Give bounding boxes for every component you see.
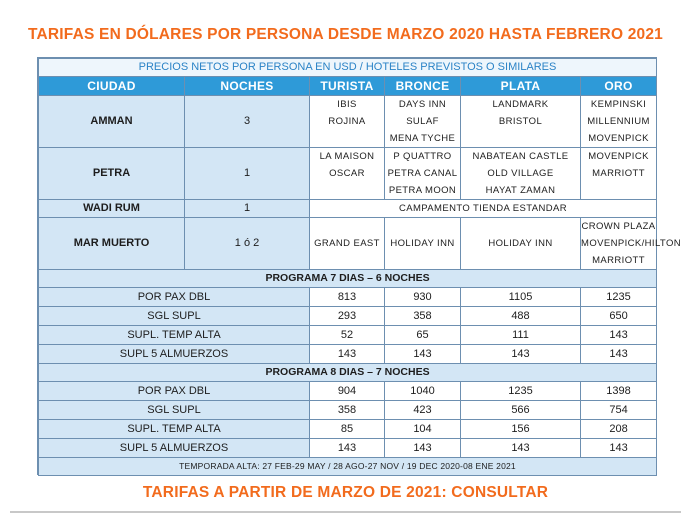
price-turista: 85 [310,420,385,439]
header-oro: ORO [581,77,657,96]
bottom-title: TARIFAS A PARTIR DE MARZO DE 2021: CONSULTAR [142,484,549,501]
hotel-name: HAYAT ZAMAN [485,185,556,196]
price-plata: 111 [461,326,581,345]
price-turista: 358 [310,401,385,420]
city-name: PETRA [39,148,185,200]
program-title: PROGRAMA 8 DIAS – 7 NOCHES [39,364,657,382]
price-label: SGL SUPL [39,401,310,420]
header-noches: NOCHES [185,77,310,96]
price-plata: 1105 [461,288,581,307]
hotel-name: KEMPINSKI [590,99,647,110]
city-name: WADI RUM [39,200,185,218]
hotel-name: SULAF [406,116,439,127]
hotel-name: NABATEAN CASTLE [472,151,569,162]
table-subtitle: PRECIOS NETOS POR PERSONA EN USD / HOTELES PREVISTOS O SIMILARES [39,59,657,77]
hotel-name: IBIS [337,99,357,110]
price-turista: 143 [310,439,385,458]
price-plata: 566 [461,401,581,420]
hotel-name: MARRIOTT [592,168,645,179]
price-label: SUPL 5 ALMUERZOS [39,345,310,364]
price-turista: 813 [310,288,385,307]
bottom-divider [10,511,681,513]
city-row-mar-muerto [39,218,657,270]
hotel-name: P QUATTRO [393,151,452,162]
hotel-name: LANDMARK [492,99,549,110]
hotel-name: MENA TYCHE [389,133,456,144]
price-label: POR PAX DBL [39,288,310,307]
price-label: SUPL. TEMP ALTA [39,420,310,439]
hotel-name: MOVENPICK/HILTON [581,238,682,249]
hotel-name: LA MAISON [319,151,375,162]
city-name: AMMAN [39,96,185,148]
city-nights: 3 [185,96,310,148]
price-turista: 904 [310,382,385,401]
price-bronce: 1040 [385,382,461,401]
hotel-name: PETRA CANAL [387,168,458,179]
price-row [39,345,657,364]
price-oro: 143 [581,439,657,458]
price-row [39,401,657,420]
hotels-oro [581,148,657,200]
city-row-petra [39,148,657,200]
city-row-wadi-rum [39,200,657,218]
price-oro: 143 [581,326,657,345]
price-label: POR PAX DBL [39,382,310,401]
hotels-bronce [385,96,461,148]
price-plata: 143 [461,439,581,458]
hotels-plata [461,148,581,200]
hotel-name: MARRIOTT [592,255,645,266]
hotel-name: DAYS INN [398,99,447,110]
city-nights: 1 [185,200,310,218]
price-plata: 488 [461,307,581,326]
hotel-name: BRISTOL [498,116,543,127]
price-turista: 52 [310,326,385,345]
city-row-amman [39,96,657,148]
hotels-oro [581,96,657,148]
hotels-bronce [385,148,461,200]
price-bronce: 65 [385,326,461,345]
price-row [39,307,657,326]
hotel-name: PETRA MOON [388,185,457,196]
price-row [39,420,657,439]
price-oro: 143 [581,345,657,364]
hotels-turista: GRAND EAST [310,218,385,270]
hotel-name: OLD VILLAGE [487,168,554,179]
hotels-turista [310,96,385,148]
hotels-all-categories: CAMPAMENTO TIENDA ESTANDAR [310,200,657,218]
page-title: TARIFAS EN DÓLARES POR PERSONA DESDE MARZO 2020 HASTA FEBRERO 2021 [27,26,664,43]
price-label: SUPL. TEMP ALTA [39,326,310,345]
price-row [39,439,657,458]
hotel-name: MOVENPICK [588,151,649,162]
hotel-name: MOVENPICK [588,133,649,144]
price-row [39,382,657,401]
hotels-plata [461,96,581,148]
city-nights: 1 [185,148,310,200]
hotels-bronce: HOLIDAY INN [385,218,461,270]
price-row [39,326,657,345]
hotel-name: OSCAR [329,168,365,179]
price-bronce: 930 [385,288,461,307]
header-turista: TURISTA [310,77,385,96]
hotel-name: ROJINA [328,116,366,127]
price-bronce: 143 [385,345,461,364]
price-bronce: 143 [385,439,461,458]
price-plata: 1235 [461,382,581,401]
hotel-name: CROWN PLAZA [581,221,656,232]
price-bronce: 423 [385,401,461,420]
hotel-name: MILLENNIUM [587,116,650,127]
header-ciudad: CIUDAD [39,77,185,96]
header-bronce: BRONCE [385,77,461,96]
price-oro: 1235 [581,288,657,307]
price-row [39,288,657,307]
hotels-oro [581,218,682,270]
city-name: MAR MUERTO [39,218,185,270]
price-oro: 1398 [581,382,657,401]
price-oro: 208 [581,420,657,439]
header-plata: PLATA [461,77,581,96]
city-nights: 1 ó 2 [185,218,310,270]
price-label: SUPL 5 ALMUERZOS [39,439,310,458]
price-oro: 754 [581,401,657,420]
price-bronce: 358 [385,307,461,326]
price-plata: 143 [461,345,581,364]
program-title: PROGRAMA 7 DIAS – 6 NOCHES [39,270,657,288]
hotels-plata: HOLIDAY INN [461,218,581,270]
price-label: SGL SUPL [39,307,310,326]
price-oro: 650 [581,307,657,326]
price-turista: 143 [310,345,385,364]
price-turista: 293 [310,307,385,326]
price-table-frame [37,57,682,475]
price-table [38,58,682,476]
season-note: TEMPORADA ALTA: 27 FEB-29 MAY / 28 AGO-27 NOV / 19 DEC 2020-08 ENE 2021 [39,458,657,476]
price-plata: 156 [461,420,581,439]
price-bronce: 104 [385,420,461,439]
hotels-turista [310,148,385,200]
